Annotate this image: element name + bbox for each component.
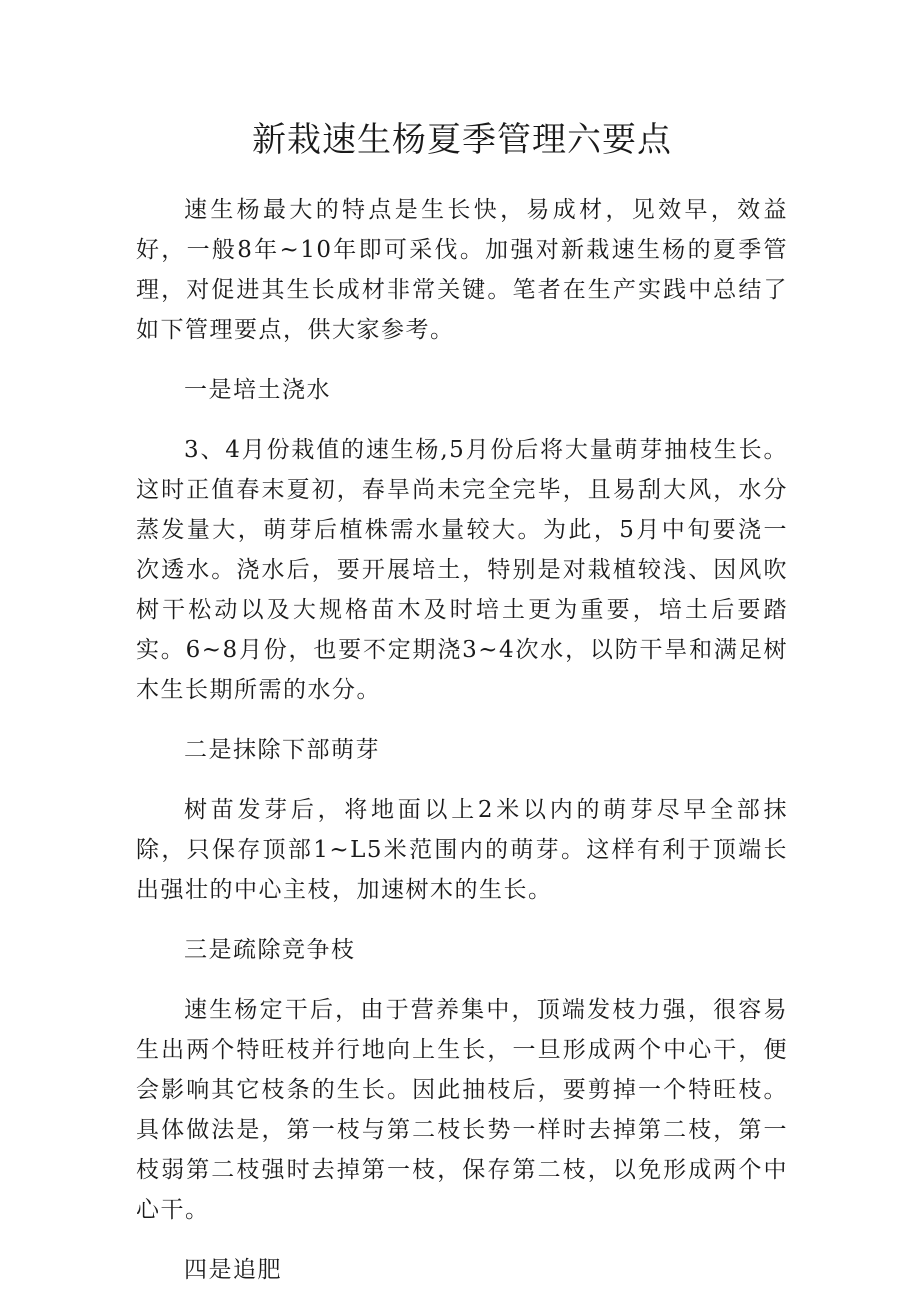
section-heading-1: 一是培土浇水: [184, 377, 331, 403]
section-body-1: 3、4月份栽值的速生杨,5月份后将大量萌芽抽枝生长。这时正值春末夏初，春旱尚未完全完毕，且易刮大风，水分蒸发量大，萌芽后植株需水量较大。为此，5月中旬要浇一次透水。浇水后，要开展培土，特别是对栽植较浅、因风吹树干松动以及大规格苗木及时培土更为重要，培土后要踏实。6~8月份，也要不定期浇3~4次水，以防干旱和满足树木生长期所需的水分。: [136, 437, 788, 703]
document-page: [136, 110, 788, 1310]
section-body-3: 速生杨定干后，由于营养集中，顶端发枝力强，很容易生出两个特旺枝并行地向上生长，一旦形成两个中心干，便会影响其它枝条的生长。因此抽枝后，要剪掉一个特旺枝。具体做法是，第一枝与第二枝长势一样时去掉第二枝，第一枝弱第二枝强时去掉第一枝，保存第二枝，以免形成两个中心干。: [136, 997, 788, 1223]
section-heading-3: 三是疏除竞争枝: [184, 937, 356, 963]
section-heading-2: 二是抹除下部萌芽: [184, 737, 380, 763]
section-body-2: 树苗发芽后，将地面以上2米以内的萌芽尽早全部抹除，只保存顶部1~L5米范围内的萌芽。这样有利于顶端长出强壮的中心主枝，加速树木的生长。: [136, 797, 788, 903]
intro-paragraph: 速生杨最大的特点是生长快，易成材，见效早，效益好，一般8年~10年即可采伐。加强对新栽速生杨的夏季管理，对促进其生长成材非常关键。笔者在生产实践中总结了如下管理要点，供大家参考。: [136, 197, 788, 343]
section-heading-4: 四是追肥: [184, 1257, 282, 1283]
document-title: 新栽速生杨夏季管理六要点: [252, 120, 672, 160]
